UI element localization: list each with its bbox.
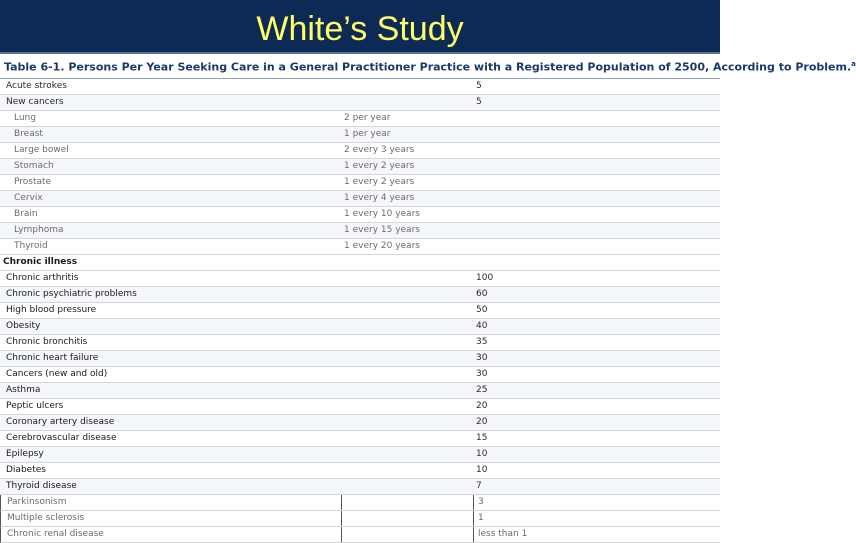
row-rate: 1 every 15 years bbox=[344, 225, 420, 235]
row-label: Parkinsonism bbox=[7, 497, 67, 507]
table-row bbox=[0, 335, 720, 351]
row-label: Lymphoma bbox=[14, 225, 64, 235]
table-row bbox=[0, 367, 720, 383]
row-label: Cervix bbox=[14, 193, 43, 203]
table-row bbox=[0, 191, 720, 207]
row-label: Chronic psychiatric problems bbox=[6, 289, 137, 299]
row-label: Thyroid bbox=[14, 241, 48, 251]
table-row bbox=[0, 303, 720, 319]
row-label: Large bowel bbox=[14, 145, 69, 155]
row-count: 40 bbox=[476, 321, 488, 331]
row-count: 7 bbox=[476, 481, 482, 491]
row-label: Cerebrovascular disease bbox=[6, 433, 117, 443]
table-row bbox=[0, 239, 720, 255]
table-row bbox=[0, 383, 720, 399]
table-caption bbox=[4, 60, 856, 76]
row-rate: 2 every 3 years bbox=[344, 145, 415, 155]
row-rate bbox=[341, 511, 472, 526]
row-label: Peptic ulcers bbox=[6, 401, 64, 411]
section-label: Chronic illness bbox=[3, 257, 78, 267]
row-count: 5 bbox=[476, 97, 482, 107]
row-rate: 1 every 10 years bbox=[344, 209, 420, 219]
data-table bbox=[0, 79, 720, 543]
section-header-row bbox=[0, 255, 720, 271]
table-row bbox=[0, 431, 720, 447]
row-count: less than 1 bbox=[473, 527, 598, 542]
table-row bbox=[0, 143, 720, 159]
row-count: 5 bbox=[476, 81, 482, 91]
row-label: Asthma bbox=[6, 385, 41, 395]
table-row bbox=[0, 223, 720, 239]
table-row bbox=[0, 271, 720, 287]
row-label: Coronary artery disease bbox=[6, 417, 115, 427]
row-count: 1 bbox=[473, 511, 598, 526]
row-label: Chronic heart failure bbox=[6, 353, 99, 363]
row-label: Breast bbox=[14, 129, 43, 139]
table-row bbox=[0, 79, 720, 95]
row-label: Chronic arthritis bbox=[6, 273, 79, 283]
table-row bbox=[0, 479, 720, 495]
row-label: Obesity bbox=[6, 321, 41, 331]
row-label: Stomach bbox=[14, 161, 54, 171]
table-row bbox=[0, 111, 720, 127]
row-label: Chronic renal disease bbox=[7, 529, 104, 539]
row-count: 100 bbox=[476, 273, 494, 283]
table-row bbox=[0, 511, 720, 527]
row-count: 3 bbox=[473, 495, 598, 510]
row-label: Acute strokes bbox=[6, 81, 67, 91]
row-rate: 2 per year bbox=[344, 113, 391, 123]
table-row bbox=[0, 447, 720, 463]
row-count: 20 bbox=[476, 417, 488, 427]
table-row bbox=[0, 319, 720, 335]
table-row bbox=[0, 287, 720, 303]
row-count: 30 bbox=[476, 353, 488, 363]
row-count: 25 bbox=[476, 385, 488, 395]
table-row bbox=[0, 527, 720, 543]
table-row bbox=[0, 399, 720, 415]
table-caption-footnote-mark: a bbox=[851, 60, 856, 68]
row-label: High blood pressure bbox=[6, 305, 97, 315]
row-count: 10 bbox=[476, 449, 488, 459]
slide-title: White’s Study bbox=[256, 10, 464, 48]
row-count: 20 bbox=[476, 401, 488, 411]
table-row bbox=[0, 351, 720, 367]
row-label: Thyroid disease bbox=[6, 481, 77, 491]
row-label: Prostate bbox=[14, 177, 52, 187]
row-rate bbox=[341, 527, 472, 542]
row-rate: 1 every 4 years bbox=[344, 193, 415, 203]
row-label: New cancers bbox=[6, 97, 64, 107]
row-count: 35 bbox=[476, 337, 488, 347]
table-caption-text: Table 6‑1. Persons Per Year Seeking Care in a General Practitioner Practice with a Registered Population of 2500, According to Problem. bbox=[4, 60, 852, 74]
table-row bbox=[0, 127, 720, 143]
table-row bbox=[0, 175, 720, 191]
table-row bbox=[0, 95, 720, 111]
row-count: 50 bbox=[476, 305, 488, 315]
table-row bbox=[0, 495, 720, 511]
row-label: Chronic bronchitis bbox=[6, 337, 88, 347]
table-sheet bbox=[0, 52, 856, 542]
row-count: 60 bbox=[476, 289, 488, 299]
table-row bbox=[0, 463, 720, 479]
row-rate bbox=[341, 495, 472, 510]
slide-title-bar bbox=[0, 0, 720, 52]
row-rate: 1 per year bbox=[344, 129, 391, 139]
row-label: Cancers (new and old) bbox=[6, 369, 108, 379]
row-rate: 1 every 2 years bbox=[344, 177, 415, 187]
table-row bbox=[0, 159, 720, 175]
row-count: 30 bbox=[476, 369, 488, 379]
row-count: 10 bbox=[476, 465, 488, 475]
row-rate: 1 every 20 years bbox=[344, 241, 420, 251]
row-label: Multiple sclerosis bbox=[7, 513, 85, 523]
row-label: Lung bbox=[14, 113, 36, 123]
row-label: Brain bbox=[14, 209, 38, 219]
row-label: Epilepsy bbox=[6, 449, 44, 459]
row-count: 15 bbox=[476, 433, 488, 443]
row-rate: 1 every 2 years bbox=[344, 161, 415, 171]
row-label: Diabetes bbox=[6, 465, 46, 475]
table-row bbox=[0, 415, 720, 431]
table-row bbox=[0, 207, 720, 223]
